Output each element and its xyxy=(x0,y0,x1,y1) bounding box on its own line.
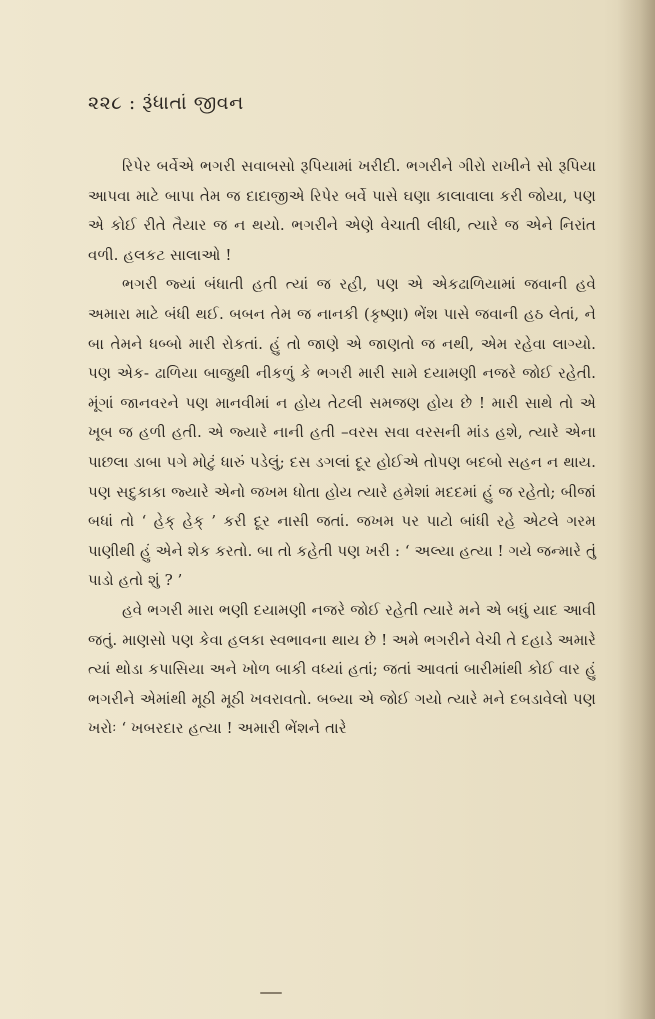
paragraph xyxy=(88,152,596,270)
text-line: કરતો. બા તો કહેતી પણ ખરી : ‘ અલ્યા હત્યા ! ગયે જન્મારે xyxy=(215,541,582,560)
text-line: હું જ રહેતો; બીજાં બધાં તો ‘ હેક્ હેક્ ’ કરી દૂર નાસી જતાં. xyxy=(88,482,597,531)
page-spine-shadow xyxy=(617,0,655,1019)
paragraph xyxy=(88,596,596,744)
text-line: છે ! અમે ભગરીને વેચી તે દહાડે અમારે ત્યાં થોડા કપાસિયા અને xyxy=(88,630,597,679)
text-line: મને દબડાવેલો પણ ખરોઃ ‘ ખબરદાર હત્યા ! અમારી ભેંશને તારે xyxy=(88,689,596,738)
text-line: રિપેર બર્વેએ ભગરી સવાબસો રૂપિયામાં ખરીદી. ભગરીને ગીરો xyxy=(122,157,486,175)
text-line: થયો. ભગરીને એણે વેચાતી લીધી, ત્યારે જ એને નિરાંત વળી. xyxy=(88,216,597,264)
text-line: ભગરી જ્યાં બંધાતી હતી ત્યાં જ રહી, પણ એ એકઢાળિયામાં xyxy=(122,275,516,294)
text-line: પણ સદુકાકા જ્યારે એનો જખમ ધોતા હોય ત્યારે હમેશાં મદદમાં xyxy=(88,482,478,501)
footer-mark xyxy=(260,992,282,994)
text-line: હું તો જાણે એ જાણતો જ નથી, એમ રહેવા લાગ્યો. પણ એક- xyxy=(88,334,597,383)
page-number: ૨૨૮ xyxy=(88,92,123,114)
text-line: જખમ પર પાટો બાંધી રહે એટલે ગરમ પાણીથી હું એને શેક xyxy=(88,512,597,560)
running-header xyxy=(88,92,244,114)
header-separator: : xyxy=(128,92,136,114)
text-line: ઢાળિયા બાજુથી નીકળું કે ભગરી મારી સામે દયામણી નજરે જોઈ xyxy=(154,364,553,383)
text-line: –વરસ સવા વરસની માંડ હશે, ત્યારે એના પાછલા ડાબા પગે મોટું xyxy=(88,423,596,471)
paragraph xyxy=(88,270,596,596)
text-line: હલકટ સાલાઓ ! xyxy=(123,245,232,264)
body-text xyxy=(88,152,596,744)
text-line: હવે ભગરી મારા ભણી દયામણી નજરે જોઈ રહેતી ત્યારે મને xyxy=(122,600,481,619)
text-line: એ બધું યાદ આવી જતું. માણસો પણ કેવા હલકા સ્વભાવના થાય xyxy=(88,600,596,649)
text-line: ભેંશ પાસે જવાની હઠ લેતાં, ને બા તેમને ધબ્બો મારી રોકતાં. xyxy=(88,304,597,353)
text-line: તું પાડો હતો શું ? ’ xyxy=(88,541,597,590)
text-line: જવાની હવે અમારા માટે બંધી થઈ. બબન તેમ જ નાનકી (કૃષ્ણા) xyxy=(88,275,597,323)
text-line: રાખીને સો રૂપિયા આપવા માટે બાપા તેમ જ દાદાજીએ રિપેર બર્વે xyxy=(88,157,597,205)
chapter-title: રૂંધાતાં જીવન xyxy=(142,92,244,114)
text-line: છે ! મારી સાથે તો એ ખૂબ જ હળી હતી. એ જ્યારે નાની હતી xyxy=(88,393,596,442)
text-line: ખોળ બાકી વધ્યાં હતાં; જતાં આવતાં બારીમાંથી કોઈ વાર હું xyxy=(242,660,596,679)
text-line: ભગરીને એમાંથી મૂઠી મૂઠી ખવરાવતો. બબ્યા એ જોઈ ગયો ત્યારે xyxy=(88,689,478,708)
text-line: ધારું પડેલું; દસ ડગલાં દૂર હોઈએ તોપણ બદબો સહન ન થાય. xyxy=(220,452,597,471)
text-line: પાસે ઘણા કાલાવાલા કરી જોયા, પણ એ કોઈ રીતે તૈયાર જ ન xyxy=(88,186,597,235)
text-line: રહેતી. મૂંગાં જાનવરને પણ માનવીમાં ન હોય તેટલી સમજણ હોય xyxy=(88,364,596,412)
